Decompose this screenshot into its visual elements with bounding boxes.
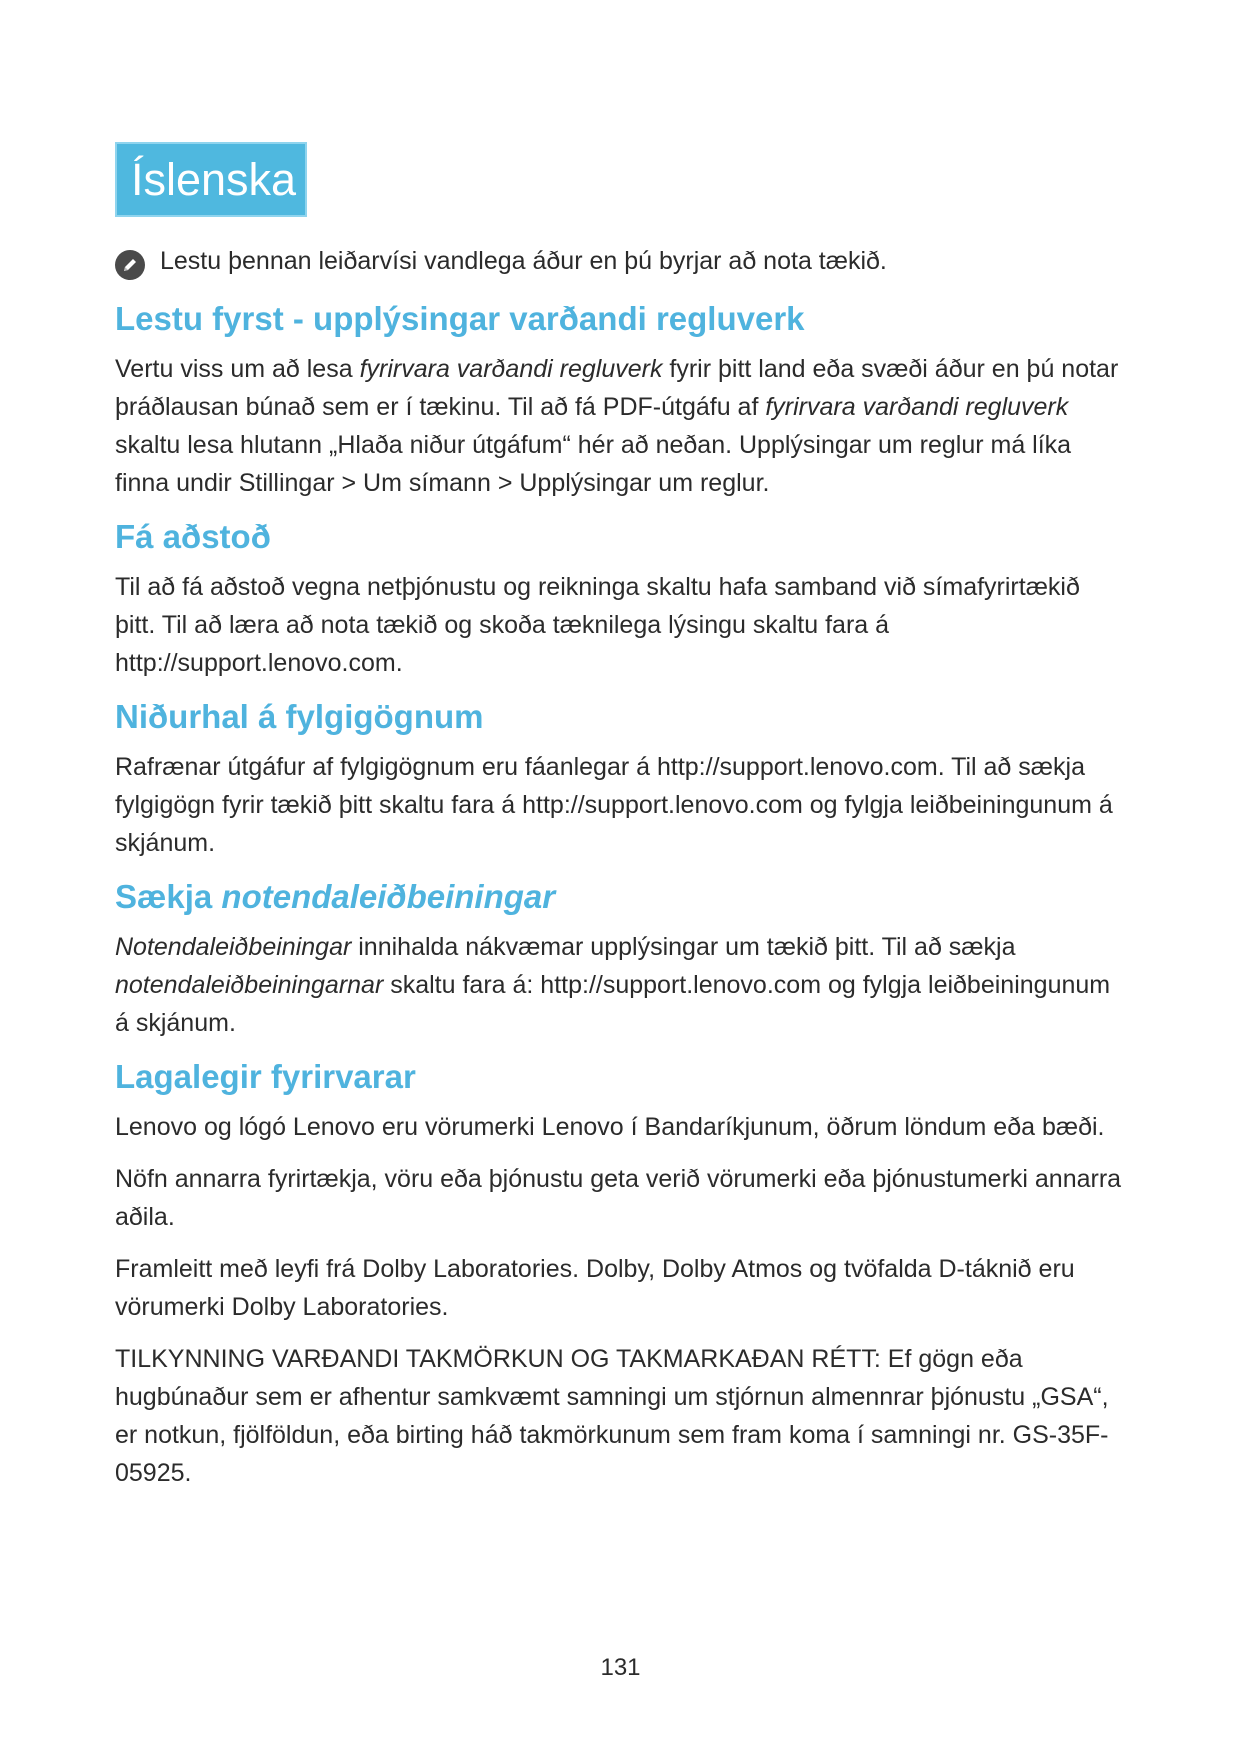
paragraph-legal-3: Framleitt með leyfi frá Dolby Laboratories. Dolby, Dolby Atmos og tvöfalda D-táknið eru vörumerki Dolby Laboratories. — [115, 1255, 1075, 1321]
text-span: skaltu lesa hlutann „Hlaða niður útgáfum“ hér að neðan. Upplýsingar um reglur má líka finna undir Stillingar > Um símann > Upplýsingar um reglur. — [115, 431, 1072, 497]
section-title-downloads: Niðurhal á fylgigögnum — [115, 698, 484, 735]
text-span: skaltu fara á: http://support.lenovo.com og fylgja leiðbeiningunum á skjánum. — [115, 971, 1111, 1037]
paragraph-downloads: Rafrænar útgáfur af fylgigögnum eru fáanlegar á http://support.lenovo.com. Til að sækja fylgigögn fyrir tækið þitt skaltu fara á http://support.lenovo.com og fylgja leiðbeiningunum á skjánum. — [115, 753, 1113, 857]
paragraph-legal-1: Lenovo og lógó Lenovo eru vörumerki Lenovo í Bandaríkjunum, öðrum löndum eða bæði. — [115, 1113, 1105, 1141]
pencil-icon — [115, 250, 145, 280]
text-span: innihalda nákvæmar upplýsingar um tækið þitt. Til að sækja — [351, 933, 1016, 961]
section-help — [115, 516, 1125, 682]
title-span: Sækja — [115, 878, 222, 915]
pencil-icon-glyph — [121, 256, 139, 274]
intro-text: Lestu þennan leiðarvísi vandlega áður en þú byrjar að nota tækið. — [160, 247, 887, 275]
paragraph-legal-4: TILKYNNING VARÐANDI TAKMÖRKUN OG TAKMARKAÐAN RÉTT: Ef gögn eða hugbúnaður sem er afhentur samkvæmt samningi um stjórnun almennrar þjónustu „GSA“, er notkun, fjölföldun, eða birting háð takmörkunum sem fram koma í samningi nr. GS-35F-05925. — [115, 1345, 1109, 1487]
section-user-guide — [115, 876, 1125, 1042]
text-span: Vertu viss um að lesa — [115, 355, 360, 383]
section-legal — [115, 1056, 1125, 1492]
paragraph-legal-2: Nöfn annarra fyrirtækja, vöru eða þjónustu geta verið vörumerki eða þjónustumerki annarra aðila. — [115, 1165, 1122, 1231]
italic-term: notendaleiðbeiningarnar — [115, 971, 384, 999]
italic-term: Notendaleiðbeiningar — [115, 933, 352, 961]
language-tab: Íslenska — [117, 144, 305, 215]
document-content — [115, 240, 1125, 1506]
section-title-regulatory: Lestu fyrst - upplýsingar varðandi regluverk — [115, 300, 805, 337]
paragraph-help: Til að fá aðstoð vegna netþjónustu og reikninga skaltu hafa samband við símafyrirtækið þitt. Til að læra að nota tækið og skoða tæknilega lýsingu skaltu fara á http://support.lenovo.com. — [115, 573, 1080, 677]
paragraph-user-guide — [115, 928, 1125, 1042]
italic-term: fyrirvara varðandi regluverk — [765, 393, 1069, 421]
page-number: 131 — [600, 1654, 641, 1681]
section-title-legal: Lagalegir fyrirvarar — [115, 1058, 416, 1095]
italic-term: fyrirvara varðandi regluverk — [359, 355, 663, 383]
text-span: fyrir þitt land eða svæði áður en þú notar þráðlausan búnað sem er í tækinu. Til að fá PDF-útgáfu af — [115, 355, 1119, 421]
title-italic: notendaleiðbeiningar — [221, 878, 556, 915]
section-title-user-guide — [115, 876, 1125, 918]
section-regulatory — [115, 298, 1125, 502]
intro-notice — [115, 242, 1125, 280]
paragraph-regulatory — [115, 350, 1125, 502]
section-title-help: Fá aðstoð — [115, 518, 271, 555]
section-downloads — [115, 696, 1125, 862]
